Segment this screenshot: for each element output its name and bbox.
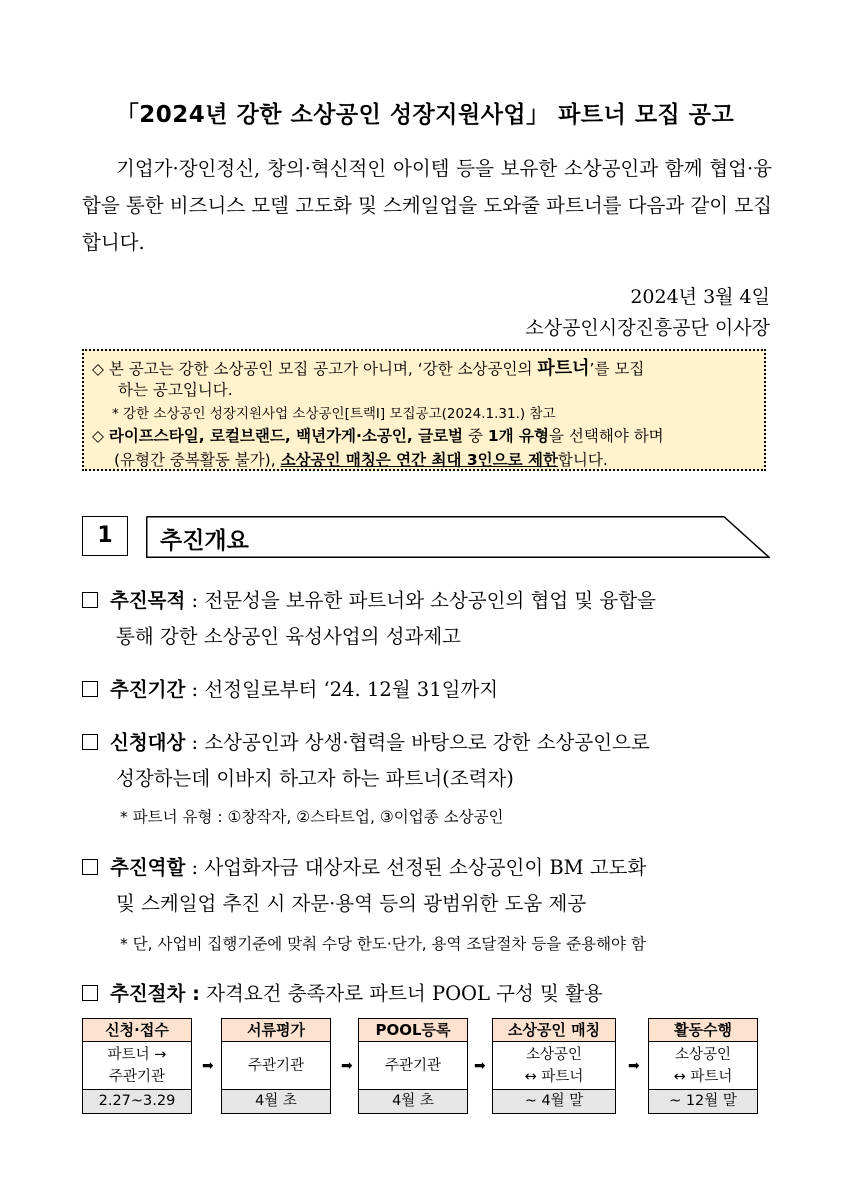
notice-box xyxy=(82,349,766,471)
arrow-icon: ➡ xyxy=(341,1058,353,1074)
partner-types-note: * 파트너 유형 : ①창작자, ②스타트업, ③이업종 소상공인 xyxy=(120,808,504,826)
checkbox-icon xyxy=(82,734,98,750)
arrow-icon: ➡ xyxy=(202,1058,214,1074)
checkbox-icon xyxy=(82,985,98,1001)
process-step-activity: 활동수행 소상공인 ↔ 파트너 ~ 12월 말 xyxy=(648,1018,758,1114)
item-role: 추진역할 : 사업화자금 대상자로 선정된 소상공인이 BM 고도화 및 스케일업 추진 시 자문·용역 등의 광범위한 도움 제공 xyxy=(82,850,772,922)
process-step-matching: 소상공인 매칭 소상공인 ↔ 파트너 ~ 4월 말 xyxy=(492,1018,616,1114)
notice-line-2: 하는 공고입니다. xyxy=(118,381,233,399)
item-procedure: 추진절차 : 자격요건 충족자로 파트너 POOL 구성 및 활용 xyxy=(82,976,772,1012)
intro-paragraph: 기업가·장인정신, 창의·혁신적인 아이템 등을 보유한 소상공인과 함께 협업·융합을 통한 비즈니스 모델 고도화 및 스케일업을 도와줄 파트너를 다음과 같이 모집합니다. xyxy=(82,157,772,254)
process-step-document-review: 서류평가 주관기관 4월 초 xyxy=(221,1018,331,1114)
section-title: 추진개요 xyxy=(160,528,249,554)
item-purpose: 추진목적 : 전문성을 보유한 파트너와 소상공인의 협업 및 융합을 통해 강한 소상공인 육성사업의 성과제고 xyxy=(82,583,772,655)
process-step-pool-registration: POOL등록 주관기관 4월 초 xyxy=(358,1018,468,1114)
checkbox-icon xyxy=(82,592,98,608)
notice-line-5: (유형간 중복활동 불가), 소상공인 매칭은 연간 최대 3인으로 제한합니다. xyxy=(114,451,608,469)
section-number: 1 xyxy=(82,516,128,556)
item-target: 신청대상 : 소상공인과 상생·협력을 바탕으로 강한 소상공인으로 성장하는데 이바지 하고자 하는 파트너(조력자) xyxy=(82,725,772,797)
arrow-icon: ➡ xyxy=(474,1058,486,1074)
notice-line-4: ◇ 라이프스타일, 로컬브랜드, 백년가게·소공인, 글로벌 중 1개 유형을 선택해야 하며 xyxy=(92,427,664,445)
item-period: 추진기간 : 선정일로부터 ‘24. 12월 31일까지 xyxy=(82,672,772,708)
notice-line-1: ◇ 본 공고는 강한 소상공인 모집 공고가 아니며, ‘강한 소상공인의 파트너’를 모집 xyxy=(92,358,645,379)
issuer: 소상공인시장진흥공단 이사장 xyxy=(525,317,770,339)
checkbox-icon xyxy=(82,859,98,875)
process-step-application: 신청·접수 파트너 → 주관기관 2.27~3.29 xyxy=(82,1018,192,1114)
checkbox-icon xyxy=(82,681,98,697)
page-title: 「2024년 강한 소상공인 성장지원사업」 파트너 모집 공고 xyxy=(115,102,735,128)
budget-note: * 단, 사업비 집행기준에 맞춰 수당 한도·단가, 용역 조달절차 등을 준용해야 함 xyxy=(120,935,646,953)
announcement-date: 2024년 3월 4일 xyxy=(630,286,770,308)
arrow-icon: ➡ xyxy=(628,1058,640,1074)
notice-reference: * 강한 소상공인 성장지원사업 소상공인[트랙Ⅰ] 모집공고(2024.1.31.) 참고 xyxy=(112,406,556,422)
